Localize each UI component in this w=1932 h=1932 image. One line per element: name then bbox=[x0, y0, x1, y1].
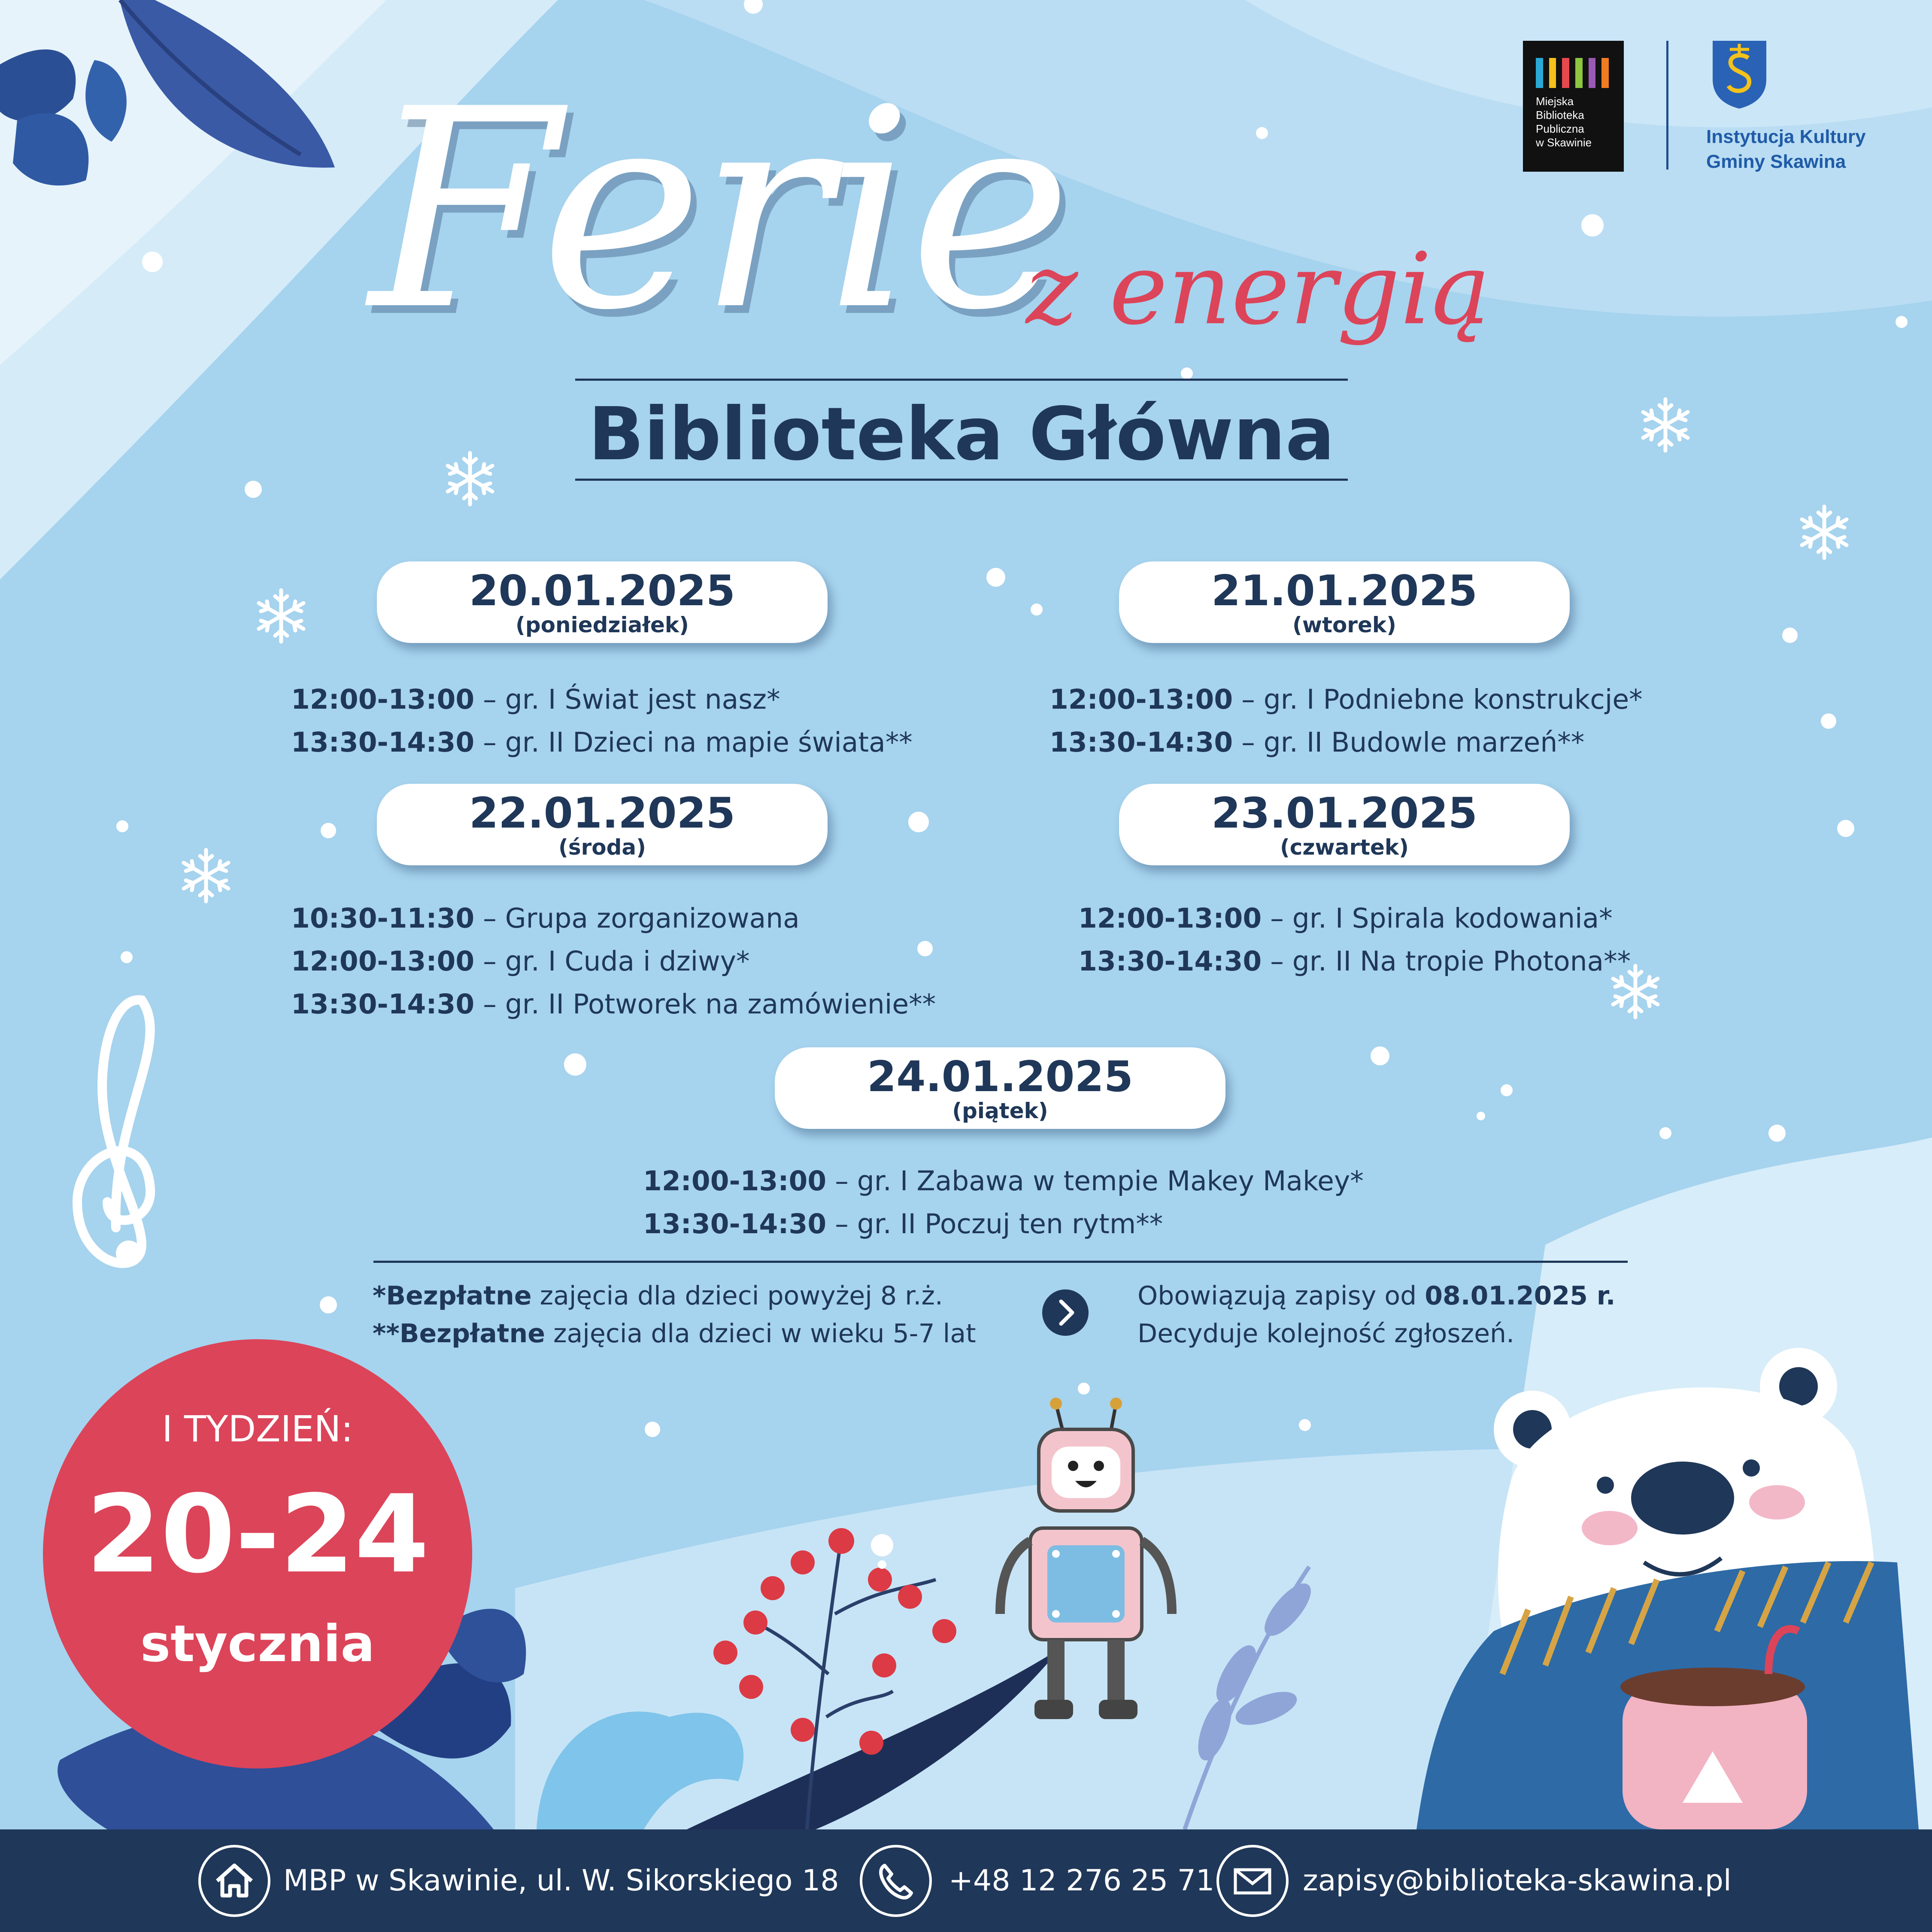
logo-bar bbox=[1549, 58, 1556, 88]
date-pill-day2 bbox=[1119, 561, 1570, 643]
subtitle-rule-top bbox=[575, 379, 1348, 381]
session-row bbox=[291, 940, 936, 983]
session-time: 10:30-11:30 bbox=[291, 903, 475, 934]
weekday: (środa) bbox=[558, 834, 646, 860]
session-row bbox=[1078, 897, 1631, 940]
session-row bbox=[1049, 721, 1643, 764]
logo-bar bbox=[1589, 58, 1596, 88]
date-pill-day3 bbox=[377, 784, 828, 865]
session-desc: – gr. I Świat jest nasz* bbox=[474, 684, 780, 715]
session-row bbox=[643, 1203, 1364, 1246]
institution-logo-text: Instytucja Kultury Gminy Skawina bbox=[1706, 126, 1866, 172]
badge-week-label: I TYDZIEŃ: bbox=[162, 1408, 353, 1450]
logo-bar bbox=[1575, 58, 1583, 88]
session-desc: – gr. I Cuda i dziwy* bbox=[474, 946, 750, 977]
date: 22.01.2025 bbox=[469, 789, 735, 838]
session-desc: – gr. I Zabawa w tempie Makey Makey* bbox=[826, 1165, 1364, 1197]
schedule-day4 bbox=[1078, 897, 1631, 983]
session-time: 13:30-14:30 bbox=[1078, 946, 1262, 977]
phone-icon bbox=[860, 1845, 932, 1917]
footer-bar bbox=[0, 1829, 1932, 1932]
session-row bbox=[643, 1160, 1364, 1203]
title-main: Ferie bbox=[369, 50, 1068, 370]
date: 20.01.2025 bbox=[469, 567, 735, 616]
registration-line2: Decyduje kolejność zgłoszeń. bbox=[1137, 1319, 1515, 1349]
notes-divider bbox=[373, 1261, 1628, 1263]
date: 21.01.2025 bbox=[1211, 567, 1477, 616]
note-strong: *Bezpłatne bbox=[373, 1281, 532, 1311]
weekday: (czwartek) bbox=[1280, 834, 1409, 860]
badge-dates: 20-24 bbox=[86, 1472, 429, 1597]
session-time: 13:30-14:30 bbox=[643, 1208, 827, 1240]
session-desc: – gr. II Budowle marzeń** bbox=[1233, 727, 1585, 758]
footer-email: zapisy@biblioteka-skawina.pl bbox=[1303, 1864, 1732, 1898]
note-row bbox=[373, 1277, 976, 1315]
session-row bbox=[291, 983, 936, 1026]
session-row bbox=[1049, 678, 1643, 721]
session-row bbox=[1078, 940, 1631, 983]
date-pill-day4 bbox=[1119, 784, 1570, 865]
session-desc: – gr. I Spirala kodowania* bbox=[1262, 903, 1613, 934]
weekday: (piątek) bbox=[952, 1098, 1048, 1123]
week-badge bbox=[43, 1339, 472, 1768]
session-desc: – gr. II Poczuj ten rytm** bbox=[826, 1208, 1163, 1240]
session-desc: – gr. I Podniebne konstrukcje* bbox=[1233, 684, 1643, 715]
session-desc: – Grupa zorganizowana bbox=[474, 903, 800, 934]
schedule-day2 bbox=[1049, 678, 1643, 764]
note-row bbox=[373, 1315, 976, 1353]
mbp-logo-bars bbox=[1536, 58, 1609, 88]
session-row bbox=[291, 721, 913, 764]
note-strong: **Bezpłatne bbox=[373, 1319, 545, 1349]
logo-bar bbox=[1536, 58, 1543, 88]
session-time: 12:00-13:00 bbox=[1049, 684, 1233, 715]
weekday: (wtorek) bbox=[1292, 612, 1396, 637]
session-time: 12:00-13:00 bbox=[291, 684, 475, 715]
subtitle: Biblioteka Główna bbox=[588, 392, 1335, 477]
title-sub: z energią bbox=[1026, 232, 1491, 347]
session-desc: – gr. II Potworek na zamówienie** bbox=[474, 989, 936, 1020]
session-row bbox=[291, 678, 913, 721]
mail-icon bbox=[1216, 1845, 1289, 1917]
date-pill-day5 bbox=[775, 1047, 1225, 1129]
note-text: zajęcia dla dzieci w wieku 5-7 lat bbox=[545, 1319, 976, 1349]
session-time: 13:30-14:30 bbox=[1049, 727, 1233, 758]
notes bbox=[373, 1277, 976, 1353]
subtitle-rule-bottom bbox=[575, 479, 1348, 481]
chevron-right-icon bbox=[1042, 1289, 1089, 1336]
mbp-logo bbox=[1523, 41, 1624, 172]
session-time: 13:30-14:30 bbox=[291, 727, 475, 758]
footer-address: MBP w Skawinie, ul. W. Sikorskiego 18 bbox=[283, 1864, 839, 1898]
schedule-day1 bbox=[291, 678, 913, 764]
registration-line1 bbox=[1137, 1277, 1616, 1315]
session-desc: – gr. II Dzieci na mapie świata** bbox=[474, 727, 913, 758]
weekday: (poniedziałek) bbox=[516, 612, 689, 637]
registration-info bbox=[1137, 1277, 1616, 1353]
registration-prefix: Obowiązują zapisy od bbox=[1137, 1281, 1425, 1311]
home-icon bbox=[198, 1845, 270, 1917]
registration-date: 08.01.2025 r. bbox=[1425, 1281, 1616, 1311]
schedule-day5 bbox=[643, 1160, 1364, 1246]
note-text: zajęcia dla dzieci powyżej 8 r.ż. bbox=[531, 1281, 943, 1311]
badge-month: stycznia bbox=[140, 1614, 375, 1673]
logo-separator bbox=[1666, 41, 1668, 170]
date-pill-day1 bbox=[377, 561, 828, 643]
logo-bar bbox=[1562, 58, 1569, 88]
schedule-day3 bbox=[291, 897, 936, 1026]
treble-clef-icon bbox=[77, 1000, 150, 1266]
session-time: 13:30-14:30 bbox=[291, 989, 475, 1020]
session-desc: – gr. II Na tropie Photona** bbox=[1262, 946, 1631, 977]
date: 24.01.2025 bbox=[867, 1052, 1133, 1101]
session-time: 12:00-13:00 bbox=[1078, 903, 1262, 934]
session-row bbox=[291, 897, 936, 940]
skawina-crest-icon bbox=[1711, 39, 1768, 109]
logo-bar bbox=[1601, 58, 1609, 88]
session-time: 12:00-13:00 bbox=[291, 946, 475, 977]
mbp-logo-text: Miejska Biblioteka Publiczna w Skawinie bbox=[1536, 95, 1592, 149]
session-time: 12:00-13:00 bbox=[643, 1165, 827, 1197]
footer-phone: +48 12 276 25 71 bbox=[949, 1864, 1215, 1898]
date: 23.01.2025 bbox=[1211, 789, 1477, 838]
